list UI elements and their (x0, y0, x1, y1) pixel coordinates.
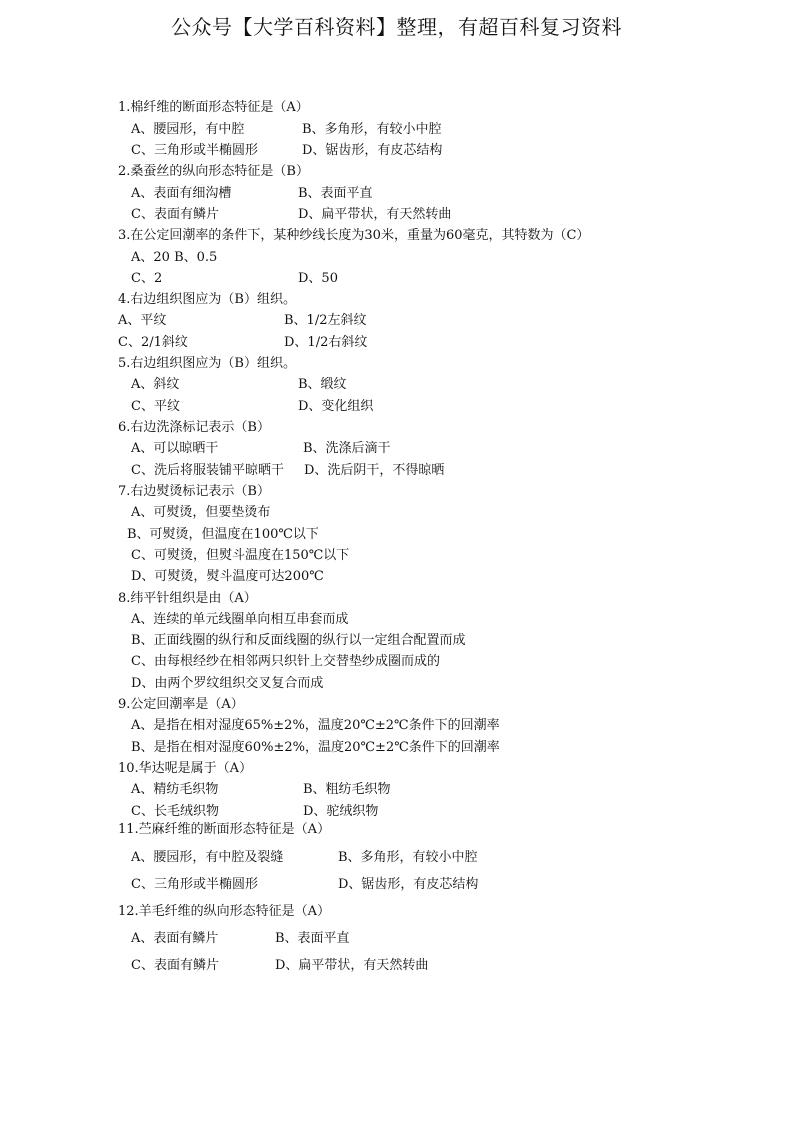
question-6-stem: 6.右边洗涤标记表示（B） (118, 420, 270, 435)
question-6-option: B、洗涤后滴干 (303, 441, 391, 456)
question-5-option: D、变化组织 (298, 399, 374, 414)
question-11-option: C、三角形或半椭圆形 (131, 877, 258, 892)
question-8-stem: 8.纬平针组织是由（A） (118, 591, 257, 606)
question-4-option: C、2/1斜纹 (118, 335, 188, 350)
question-7-stem: 7.右边熨烫标记表示（B） (118, 484, 270, 499)
question-4-stem: 4.右边组织图应为（B）组织。 (118, 292, 296, 307)
question-10-option: C、长毛绒织物 (131, 804, 219, 819)
question-1-stem: 1.棉纤维的断面形态特征是（A） (118, 100, 309, 115)
question-7-option: C、可熨烫，但熨斗温度在150℃以下 (131, 548, 350, 563)
question-2-option: D、扁平带状，有天然转曲 (298, 207, 452, 222)
question-10-option: D、驼绒织物 (303, 804, 379, 819)
question-7-option: A、可熨烫，但要垫烫布 (131, 505, 271, 520)
question-12-stem: 12.羊毛纤维的纵向形态特征是（A） (118, 904, 331, 919)
question-1-option: B、多角形，有较小中腔 (302, 122, 442, 137)
question-12-option: A、表面有鳞片 (131, 931, 219, 946)
question-9-option: A、是指在相对湿度65%±2%，温度20℃±2℃条件下的回潮率 (131, 718, 500, 733)
question-6-option: A、可以晾晒干 (131, 441, 219, 456)
question-2-option: C、表面有鳞片 (131, 207, 219, 222)
question-3-option: A、20 B、0.5 (131, 250, 218, 265)
question-5-stem: 5.右边组织图应为（B）组织。 (118, 356, 296, 371)
question-10-option: B、粗纺毛织物 (303, 782, 391, 797)
question-8-option: C、由每根经纱在相邻两只织针上交替垫纱成圈而成的 (131, 654, 440, 669)
question-8-option: A、连续的单元线圈单向相互串套而成 (131, 612, 349, 627)
question-9-stem: 9.公定回潮率是（A） (118, 697, 244, 712)
question-11-option: B、多角形，有较小中腔 (338, 850, 478, 865)
question-12-option: C、表面有鳞片 (131, 958, 219, 973)
question-11-stem: 11.苎麻纤维的断面形态特征是（A） (118, 822, 331, 837)
question-1-option: D、锯齿形，有皮芯结构 (302, 143, 443, 158)
question-4-option: A、平纹 (118, 313, 167, 328)
question-7-option: D、可熨烫，熨斗温度可达200℃ (131, 569, 324, 584)
question-6-option: C、洗后将服装铺平晾晒干 (131, 463, 284, 478)
question-3-option: C、2 (131, 271, 163, 286)
question-2-option: B、表面平直 (298, 186, 373, 201)
question-1-option: A、腰园形，有中腔 (131, 122, 245, 137)
question-2-stem: 2.桑蚕丝的纵向形态特征是（B） (118, 164, 309, 179)
question-12-option: B、表面平直 (275, 931, 350, 946)
question-4-option: B、1/2左斜纹 (284, 313, 367, 328)
question-4-option: D、1/2右斜纹 (284, 335, 368, 350)
question-10-stem: 10.华达呢是属于（A） (118, 761, 253, 776)
question-3-stem: 3.在公定回潮率的条件下，某种纱线长度为30米，重量为60毫克，其特数为（C） (118, 228, 590, 243)
question-5-option: A、斜纹 (131, 377, 180, 392)
question-5-option: C、平纹 (131, 399, 180, 414)
question-10-option: A、精纺毛织物 (131, 782, 219, 797)
question-11-option: A、腰园形，有中腔及裂缝 (131, 850, 284, 865)
page-header: 公众号【大学百科资料】整理，有超百科复习资料 (171, 15, 622, 39)
question-9-option: B、是指在相对湿度60%±2%，温度20℃±2℃条件下的回潮率 (131, 740, 500, 755)
question-12-option: D、扁平带状，有天然转曲 (275, 958, 429, 973)
question-3-option: D、50 (298, 271, 338, 286)
question-6-option: D、洗后阴干，不得晾晒 (304, 463, 445, 478)
question-1-option: C、三角形或半椭圆形 (131, 143, 258, 158)
question-7-option: B、可熨烫，但温度在100℃以下 (127, 527, 319, 542)
question-8-option: B、正面线圈的纵行和反面线圈的纵行以一定组合配置而成 (131, 633, 466, 648)
question-2-option: A、表面有细沟槽 (131, 186, 232, 201)
question-8-option: D、由两个罗纹组织交叉复合而成 (131, 676, 324, 691)
question-11-option: D、锯齿形，有皮芯结构 (338, 877, 479, 892)
question-5-option: B、缎纹 (298, 377, 347, 392)
